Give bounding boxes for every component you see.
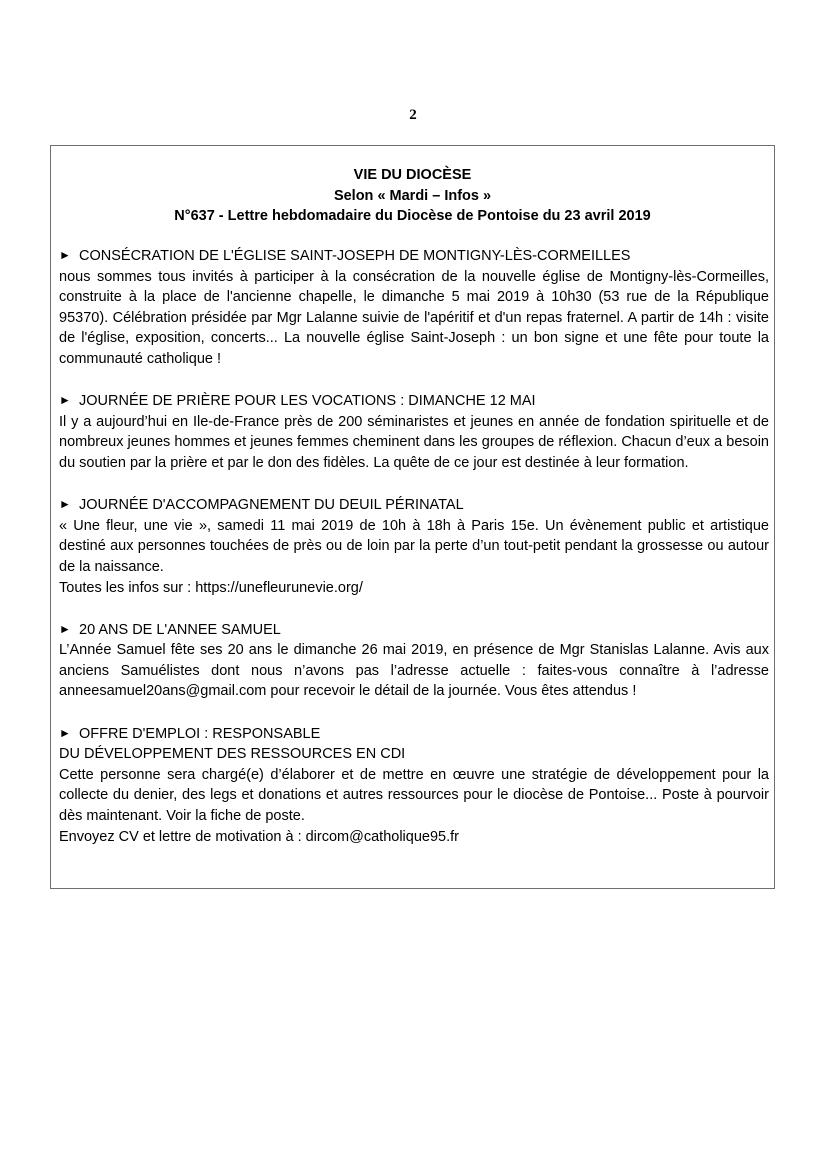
news-item-title	[59, 494, 769, 516]
news-item-vocations	[59, 390, 769, 473]
news-item-title-line2: DU DÉVELOPPEMENT DES RESSOURCES EN CDI	[59, 746, 406, 763]
bulletin-header	[51, 165, 774, 227]
news-item-link-line: Toutes les infos sur : https://unefleurunevie.org/	[59, 579, 363, 596]
news-item-offre-emploi	[59, 723, 769, 848]
news-item-body: Il y a aujourd’hui en Ile-de-France près de 200 séminaristes et jeunes en année de fondation spirituelle et de nombreux jeunes hommes et jeunes femmes cheminent dans les groupes de réflexion. Chacun d’eux a besoin du soutien par la prière et par le don des fidèles. La quête de ce jour est destinée à leur formation.	[59, 413, 769, 471]
arrow-right-icon: ►	[59, 725, 71, 740]
bulletin-frame	[50, 145, 775, 889]
header-edition: N°637 - Lettre hebdomadaire du Diocèse de Pontoise du 23 avril 2019	[174, 208, 651, 224]
news-item-contact-line: Envoyez CV et lettre de motivation à : dircom@catholique95.fr	[59, 828, 459, 845]
news-item-annee-samuel	[59, 619, 769, 702]
news-item-body: L’Année Samuel fête ses 20 ans le dimanche 26 mai 2019, en présence de Mgr Stanislas Lalanne. Avis aux anciens Samuélistes dont nous n’avons pas l’adresse actuelle : faites-vous connaître à l’adresse anneesamuel20ans@gmail.com pour recevoir le détail de la journée. Vous êtes attendus !	[59, 642, 769, 700]
arrow-right-icon: ►	[59, 497, 71, 512]
news-item-consecration	[59, 245, 769, 370]
news-item-deuil-perinatal	[59, 494, 769, 598]
news-item-title	[59, 390, 769, 412]
news-item-title-text: 20 ANS DE L'ANNEE SAMUEL	[79, 621, 281, 638]
header-title: VIE DU DIOCÈSE	[353, 167, 472, 183]
news-item-title	[59, 723, 769, 745]
page-number: 2	[409, 107, 417, 123]
header-subtitle: Selon « Mardi – Infos »	[333, 187, 492, 204]
news-item-body: « Une fleur, une vie », samedi 11 mai 2019 de 10h à 18h à Paris 15e. Un évènement public et artistique destiné aux personnes touchées de près ou de loin par la perte d’un tout-petit pendant la grossesse ou autour de la naissance.	[59, 517, 769, 575]
news-item-title-text: JOURNÉE DE PRIÈRE POUR LES VOCATIONS : DIMANCHE 12 MAI	[79, 393, 536, 410]
news-item-title	[59, 245, 769, 267]
arrow-right-icon: ►	[59, 248, 71, 262]
news-item-body: Cette personne sera chargé(e) d’élaborer et de mettre en œuvre une stratégie de développement pour la collecte du denier, des legs et donations et autres ressources pour le diocèse de Pontoise... Poste à pourvoir dès maintenant. Voir la fiche de poste.	[59, 766, 769, 825]
bulletin-content	[59, 245, 769, 868]
arrow-right-icon: ►	[59, 621, 71, 636]
news-item-title-text: OFFRE D'EMPLOI : RESPONSABLE	[79, 725, 321, 742]
news-item-title-text: JOURNÉE D'ACCOMPAGNEMENT DU DEUIL PÉRINATAL	[79, 497, 464, 514]
news-item-title-text: CONSÉCRATION DE L'ÉGLISE SAINT-JOSEPH DE MONTIGNY-LÈS-CORMEILLES	[79, 248, 631, 264]
arrow-right-icon: ►	[59, 393, 71, 408]
news-item-body: nous sommes tous invités à participer à la consécration de la nouvelle église de Montigny-lès-Cormeilles, construite à la place de l'ancienne chapelle, le dimanche 5 mai 2019 à 10h30 (53 rue de la République 95370). Célébration présidée par Mgr Lalanne suivie de l'apéritif et d'un repas fraternel. A partir de 14h : visite de l'église, exposition, concerts... La nouvelle église Saint-Joseph : un bon signe et une fête pour toute la communauté catholique !	[59, 268, 769, 367]
news-item-title	[59, 619, 769, 641]
